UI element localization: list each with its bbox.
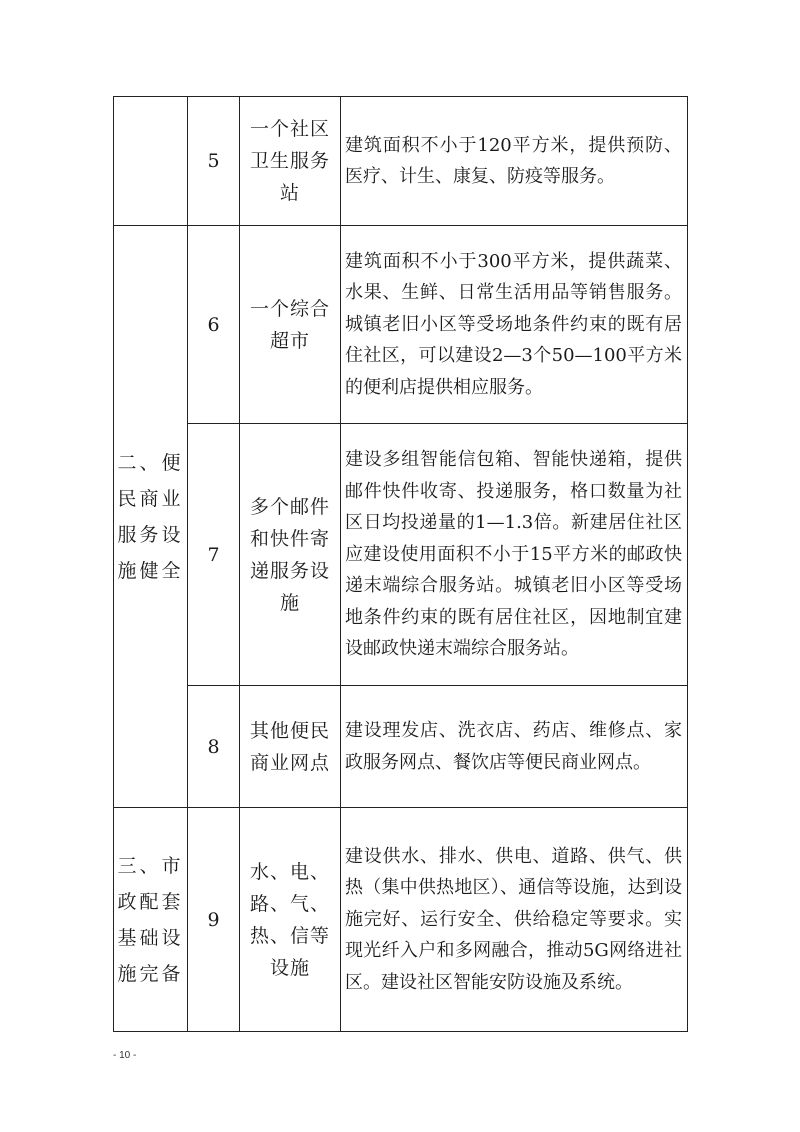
item-name: 一个综合超市 — [249, 297, 330, 352]
row-number: 8 — [207, 735, 220, 758]
description-cell — [341, 808, 688, 1032]
category-cell — [114, 226, 188, 808]
item-description: 建筑面积不小于120平方米，提供预防、医疗、计生、康复、防疫等服务。 — [345, 134, 682, 187]
row-number-cell — [188, 686, 240, 808]
category-cell-empty — [114, 97, 188, 226]
table-row — [114, 97, 688, 226]
description-cell — [341, 226, 688, 424]
item-cell — [240, 808, 341, 1032]
description-cell — [341, 424, 688, 686]
item-description: 建筑面积不小于300平方米，提供蔬菜、水果、生鲜、日常生活用品等销售服务。城镇老旧小区等受场地条件约束的既有居住社区，可以建设2—3个50—100平方米的便利店提供相应服务。 — [345, 250, 682, 398]
row-number-cell — [188, 97, 240, 226]
item-name: 其他便民商业网点 — [249, 719, 330, 774]
description-cell — [341, 686, 688, 808]
row-number-cell — [188, 424, 240, 686]
item-description: 建设理发店、洗衣店、药店、维修点、家政服务网点、餐饮店等便民商业网点。 — [345, 720, 682, 773]
item-cell — [240, 686, 341, 808]
item-name: 一个社区卫生服务站 — [249, 118, 330, 204]
row-number: 6 — [207, 313, 220, 336]
item-cell — [240, 424, 341, 686]
category-label: 三、市政配套基础设施完备 — [117, 854, 184, 985]
facility-standards-table — [113, 96, 688, 1032]
item-name: 水、电、路、气、热、信等设施 — [249, 860, 330, 979]
page-number: - 10 - — [113, 1050, 137, 1061]
description-cell — [341, 97, 688, 226]
table-row — [114, 424, 688, 686]
item-description: 建设多组智能信包箱、智能快递箱，提供邮件快件收寄、投递服务，格口数量为社区日均投递量的1—1.3倍。新建居住社区应建设使用面积不小于15平方米的邮政快递末端综合服务站。城镇老旧小区等受场地条件约束的既有居住社区，因地制宜建设邮政快递末端综合服务站。 — [345, 449, 682, 660]
row-number: 7 — [207, 543, 220, 566]
row-number-cell — [188, 808, 240, 1032]
table-row — [114, 686, 688, 808]
item-name: 多个邮件和快件寄递服务设施 — [249, 495, 330, 614]
category-label: 二、便民商业服务设施健全 — [117, 451, 184, 582]
table-row — [114, 226, 688, 424]
row-number: 5 — [207, 150, 220, 172]
item-cell — [240, 97, 341, 226]
row-number-cell — [188, 226, 240, 424]
item-description: 建设供水、排水、供电、道路、供气、供热（集中供热地区）、通信等设施，达到设施完好、运行安全、供给稳定等要求。实现光纤入户和多网融合，推动5G网络进社区。建设社区智能安防设施及系统。 — [345, 845, 682, 993]
category-cell — [114, 808, 188, 1032]
row-number: 9 — [207, 908, 220, 931]
item-cell — [240, 226, 341, 424]
table-row — [114, 808, 688, 1032]
